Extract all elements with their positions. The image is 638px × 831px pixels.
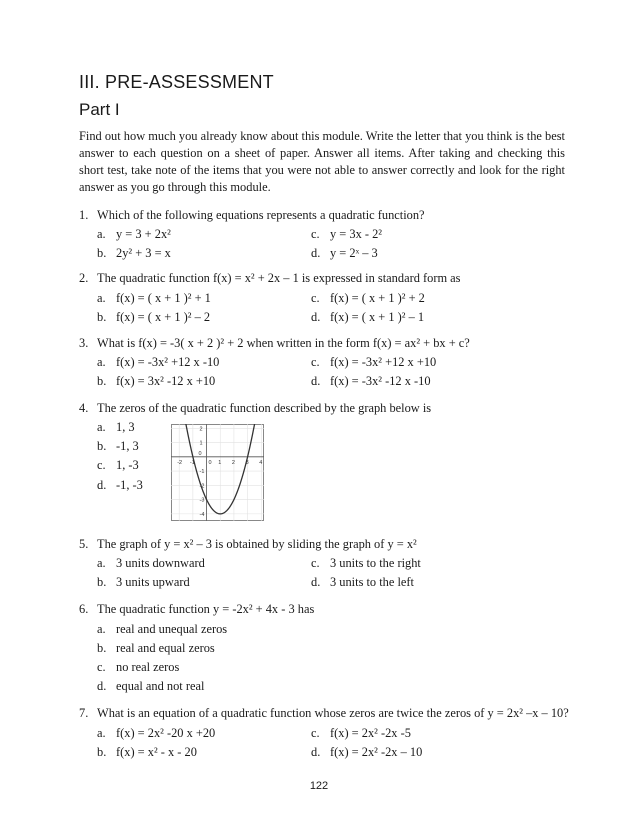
question-stem: The graph of y = x² – 3 is obtained by sliding the graph of y = x² <box>97 537 417 551</box>
question-stem: What is an equation of a quadratic function whose zeros are twice the zeros of y = 2x² –x – 10? <box>97 706 569 720</box>
y-tick-label: 2 <box>199 426 203 433</box>
option-5c: c. 3 units to the right <box>311 556 421 570</box>
option-5d: d. 3 units to the left <box>311 575 414 589</box>
option-2c: c. f(x) = ( x + 1 )² + 2 <box>311 291 425 305</box>
x-tick-label: -2 <box>177 459 183 466</box>
x-tick-label: 3 <box>245 459 249 466</box>
x-tick-label: 2 <box>231 459 235 466</box>
y-tick-label: -3 <box>199 497 205 504</box>
x-tick-label: 0 <box>208 459 212 466</box>
question-number: 6. <box>79 602 89 616</box>
option-6d: d. equal and not real <box>97 679 205 693</box>
option-6a: a. real and unequal zeros <box>97 622 228 636</box>
graph-frame <box>172 425 264 521</box>
y-tick-label: 1 <box>199 440 203 447</box>
question-4 <box>79 401 431 416</box>
option-7c: c. f(x) = 2x² -2x -5 <box>311 726 411 740</box>
y-tick-label: 0 <box>198 450 202 457</box>
question-6 <box>79 602 314 617</box>
option-6b: b. real and equal zeros <box>97 641 215 655</box>
question-1 <box>79 208 425 223</box>
option-5a: a. 3 units downward <box>97 556 205 570</box>
option-2a: a. f(x) = ( x + 1 )² + 1 <box>97 291 211 305</box>
option-2b: b. f(x) = ( x + 1 )² – 2 <box>97 310 211 324</box>
option-7b: b. f(x) = x² - x - 20 <box>97 745 197 759</box>
question-number: 7. <box>79 706 89 720</box>
option-3b: b. f(x) = 3x² -12 x +10 <box>97 374 216 388</box>
option-4a: a. 1, 3 <box>97 420 135 434</box>
question-stem: Which of the following equations represents a quadratic function? <box>97 208 425 222</box>
option-3a: a. f(x) = -3x² +12 x -10 <box>97 355 220 369</box>
y-tick-label: -1 <box>199 469 205 476</box>
option-1a: a. y = 3 + 2x² <box>97 227 171 241</box>
question-number: 1. <box>79 208 89 222</box>
question-stem: The quadratic function y = -2x² + 4x - 3 has <box>97 602 315 616</box>
option-1d: d. y = 2ˣ – 3 <box>311 246 378 260</box>
x-tick-label: -1 <box>189 459 195 466</box>
question-2 <box>79 271 461 286</box>
question-3 <box>79 336 470 351</box>
question-stem: What is f(x) = -3( x + 2 )² + 2 when written in the form f(x) = ax² + bx + c? <box>97 336 470 350</box>
question-number: 4. <box>79 401 89 415</box>
option-7a: a. f(x) = 2x² -20 x +20 <box>97 726 216 740</box>
question-stem: The quadratic function f(x) = x² + 2x – 1 is expressed in standard form as <box>97 271 461 285</box>
option-4d: d. -1, -3 <box>97 478 143 492</box>
option-6c: c. no real zeros <box>97 660 180 674</box>
question-7 <box>79 706 569 721</box>
question-5 <box>79 537 417 552</box>
option-1c: c. y = 3x - 2² <box>311 227 383 241</box>
option-3d: d. f(x) = -3x² -12 x -10 <box>311 374 431 388</box>
option-4c: c. 1, -3 <box>97 458 139 472</box>
question-number: 5. <box>79 537 89 551</box>
x-tick-label: 1 <box>218 459 222 466</box>
y-tick-label: -4 <box>199 511 205 518</box>
option-3c: c. f(x) = -3x² +12 x +10 <box>311 355 437 369</box>
question-stem: The zeros of the quadratic function described by the graph below is <box>97 401 432 415</box>
part-title: Part I <box>79 100 120 119</box>
x-tick-label: 4 <box>259 459 263 466</box>
page-number: 122 <box>309 780 329 792</box>
option-4b: b. -1, 3 <box>97 439 139 453</box>
option-7d: d. f(x) = 2x² -2x – 10 <box>311 745 423 759</box>
option-2d: d. f(x) = ( x + 1 )² – 1 <box>311 310 425 324</box>
question-number: 3. <box>79 336 89 350</box>
intro-paragraph: Find out how much you already know about this module. Write the letter that you think is the best answer to each question on a sheet of paper. Answer all items. After taking and checking this short test, take note of the items that you were not able to answer correctly and look for the right answer as you go through this module. <box>79 129 565 194</box>
option-5b: b. 3 units upward <box>97 575 190 589</box>
option-1b: b. 2y² + 3 = x <box>97 246 171 260</box>
question-number: 2. <box>79 271 89 285</box>
parabola-graph <box>171 424 264 521</box>
y-tick-label: -2 <box>199 483 205 490</box>
section-title: III. PRE-ASSESSMENT <box>79 72 274 92</box>
